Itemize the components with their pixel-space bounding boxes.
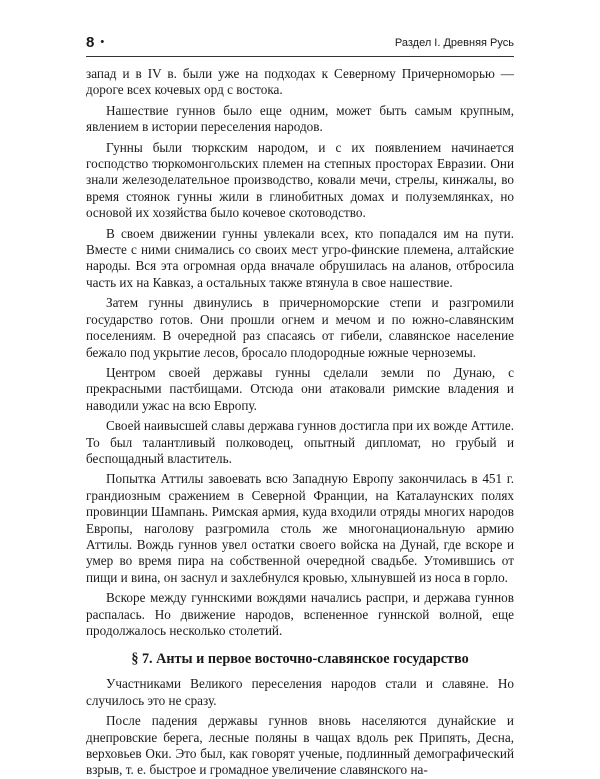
paragraph: Центром своей державы гунны сделали земли по Дунаю, с прекрасными пастбищами. Отсюда они атаковали римские владения и наводили ужас на всю Европу. — [86, 364, 514, 413]
page-number-group — [86, 34, 104, 52]
paragraph: Попытка Аттилы завоевать всю Западную Европу закончилась в 451 г. грандиозным сражением в Северной Франции, на Каталаунских полях провинции Шампань. Римская армия, куда входили отряды многих народов Европы, наголову разгромила столь же многонациональную армию Аттилы. Вождь гуннов увел остатки своего войска на Дунай, где вскоре и умер во время пира на собственной очередной свадьбе. Утомившись от пищи и вина, он заснул и захлебнулся кровью, хлынувшей из носа в горло. — [86, 471, 514, 585]
page-body — [86, 66, 514, 779]
paragraph: Участниками Великого переселения народов стали и славяне. Но случилось это не сразу. — [86, 676, 514, 708]
paragraph: В своем движении гунны увлекали всех, кто попадался им на пути. Вместе с ними снимались со своих мест угро-финские племена, алтайские народы. Вся эта огромная орда вначале обрушилась на аланов, отбросила часть их на Кавказ, а остальных также втянула в свое нашествие. — [86, 225, 514, 290]
paragraph: Вскоре между гуннскими вождями начались распри, и держава гуннов распалась. Но движение народов, вспененное гуннской волной, еще продолжалось несколько столетий. — [86, 590, 514, 638]
section-title: Раздел I. Древняя Русь — [394, 37, 514, 49]
paragraph: Своей наивысшей славы держава гуннов достигла при их вожде Аттиле. То был талантливый полководец, опытный дипломат, но грубый и беспощадный властитель. — [86, 418, 514, 466]
paragraph: Затем гунны двинулись в причерноморские степи и разгромили государство готов. Они прошли огнем и мечом и по южно-славянским поселениям. В очередной раз спасаясь от гибели, славянское население бежало под укрытие лесов, бросало плодородные южные черноземы. — [86, 295, 514, 360]
paragraph: Нашествие гуннов было еще одним, может быть самым крупным, явлением в истории переселения народов. — [86, 102, 514, 135]
paragraph: запад и в IV в. были уже на подходах к Северному Причерноморью — дороге всех кочевых орд с востока. — [86, 66, 514, 98]
paragraph: Гунны были тюркским народом, и с их появлением начинается господство тюркомонгольских племен на степных просторах Евразии. Они знали железоделательное производство, ковали мечи, стрелы, кинжалы, во время стоянок гунны жили в глинобитных домах и полуземлянках, но основой их хозяйства было кочевое скотоводство. — [86, 139, 514, 221]
page-number: 8 — [86, 34, 95, 51]
bullet-icon: • — [100, 36, 105, 48]
section-heading: § 7. Анты и первое восточно-славянское государство — [131, 651, 469, 668]
paragraph: После падения державы гуннов вновь населяются дунайские и днепровские берега, лесные поляны в чащах вдоль рек Припять, Десна, верховьев Оки. Это был, как говорят ученые, подлинный демографический взрыв, т. е. быстрое и громадное увеличение славянского на- — [86, 713, 514, 778]
running-header — [86, 30, 514, 57]
